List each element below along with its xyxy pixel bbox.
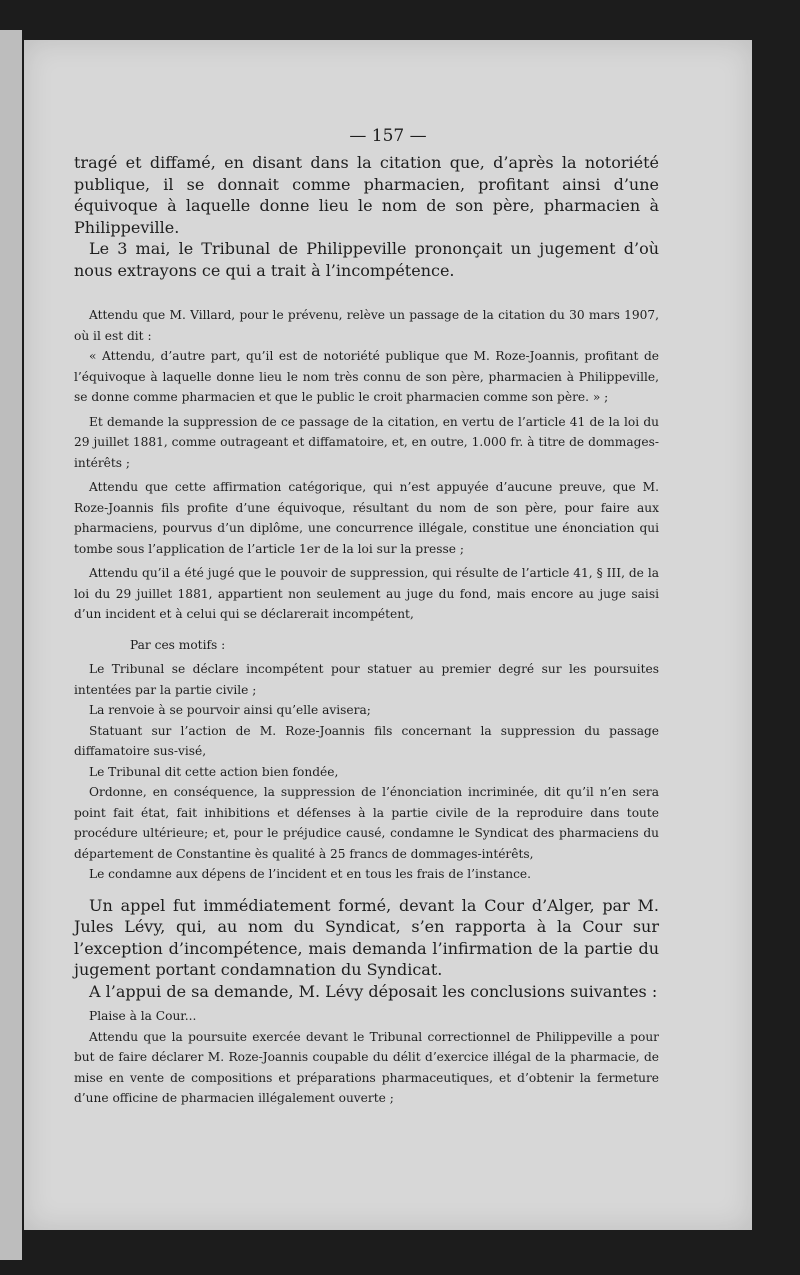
page-body: [74, 152, 659, 1109]
section-spacer: [74, 281, 659, 305]
conclusions-opening: Plaise à la Cour...: [89, 1009, 197, 1023]
page-number: — 157 —: [349, 126, 427, 146]
intro-paragraph: tragé et diffamé, en disant dans la citation que, d’après la notoriété publique, il se donnait comme pharmacien, profitant ainsi d’une équivoque à laquelle donne lieu le nom de son père, pharmacien à Philippeville.: [74, 153, 659, 237]
judgment-excerpt: [74, 305, 659, 885]
considerant-2-quote: « Attendu, d’autre part, qu’il est de notoriété publique que M. Roze-Joannis, profitant de l’équivoque à laquelle donne lieu le nom très connu de son père, pharmacien à Philippeville, se donne comme pharmacien et que le public le croit pharmacien comme son père. » ;: [74, 349, 659, 404]
par-ces-motifs: Par ces motifs :: [130, 637, 226, 652]
dispositif-5: Ordonne, en conséquence, la suppression de l’énonciation incriminée, dit qu’il n’en sera point fait état, fait inhibitions et défenses à la partie civile de la reproduire dans toute procédure ultérieure; et, pour le préjudice causé, condamne le Syndicat des pharmaciens du département de Constantine ès qualité à 25 francs de dommages-intérêts,: [74, 785, 659, 861]
spacer: [74, 885, 659, 895]
spacer: [74, 625, 659, 635]
dispositif-4: Le Tribunal dit cette action bien fondée,: [89, 764, 339, 779]
considerant-1: Attendu que M. Villard, pour le prévenu, relève un passage de la citation du 30 mars 1907, où il est dit :: [74, 308, 659, 343]
dispositif-1: Le Tribunal se déclare incompétent pour statuer au premier degré sur les poursuites intentées par la partie civile ;: [74, 662, 659, 697]
dispositif-6: Le condamne aux dépens de l’incident et en tous les frais de l’instance.: [89, 867, 531, 881]
conclusions-first-point: Attendu que la poursuite exercée devant le Tribunal correctionnel de Philippeville a pour but de faire déclarer M. Roze-Joannis coupable du délit d’exercice illégal de la pharmacie, de mise en vente de compositions et préparations pharmaceutiques, et d’obtenir la fermeture d’une officine de pharmacien illégalement ouverte ;: [74, 1029, 659, 1105]
considerant-3: Et demande la suppression de ce passage de la citation, en vertu de l’article 41 de la loi du 29 juillet 1881, comme outrageant et diffamatoire, et, en outre, 1.000 fr. à titre de dommages-intérêts ;: [74, 414, 659, 470]
narrative-conclusions-intro: A l’appui de sa demande, M. Lévy déposait les conclusions suivantes :: [89, 981, 658, 1001]
dispositif-2: La renvoie à se pourvoir ainsi qu’elle avisera;: [89, 703, 371, 717]
dispositif-3: Statuant sur l’action de M. Roze-Joannis fils concernant la suppression du passage diffamatoire sus-visé,: [74, 723, 659, 758]
considerant-4: Attendu que cette affirmation catégorique, qui n’est appuyée d’aucune preuve, que M. Roze-Joannis fils profite d’une équivoque, résultant du nom de son père, pour faire aux pharmaciens, pourvus d’un diplôme, une concurrence illégale, constitue une énonciation qui tombe sous l’application de l’article 1er de la loi sur la presse ;: [74, 480, 659, 556]
intro-paragraph-2: Le 3 mai, le Tribunal de Philippeville prononçait un jugement d’où nous extrayons ce qui a trait à l’incompétence.: [74, 239, 659, 280]
book-page: [24, 40, 752, 1230]
conclusions-excerpt: [74, 1006, 659, 1109]
narrative-appeal: Un appel fut immédiatement formé, devant la Cour d’Alger, par M. Jules Lévy, qui, au nom du Syndicat, s’en rapporta à la Cour sur l’exception d’incompétence, mais demanda l’infirmation de la partie du jugement portant condamnation du Syndicat.: [74, 895, 659, 979]
adjacent-page-edge: [0, 30, 22, 1260]
considerant-5: Attendu qu’il a été jugé que le pouvoir de suppression, qui résulte de l’article 41, § III, de la loi du 29 juillet 1881, appartient non seulement au juge du fond, mais encore au juge saisi d’un incident et à celui qui se déclarerait incompétent,: [74, 566, 659, 621]
